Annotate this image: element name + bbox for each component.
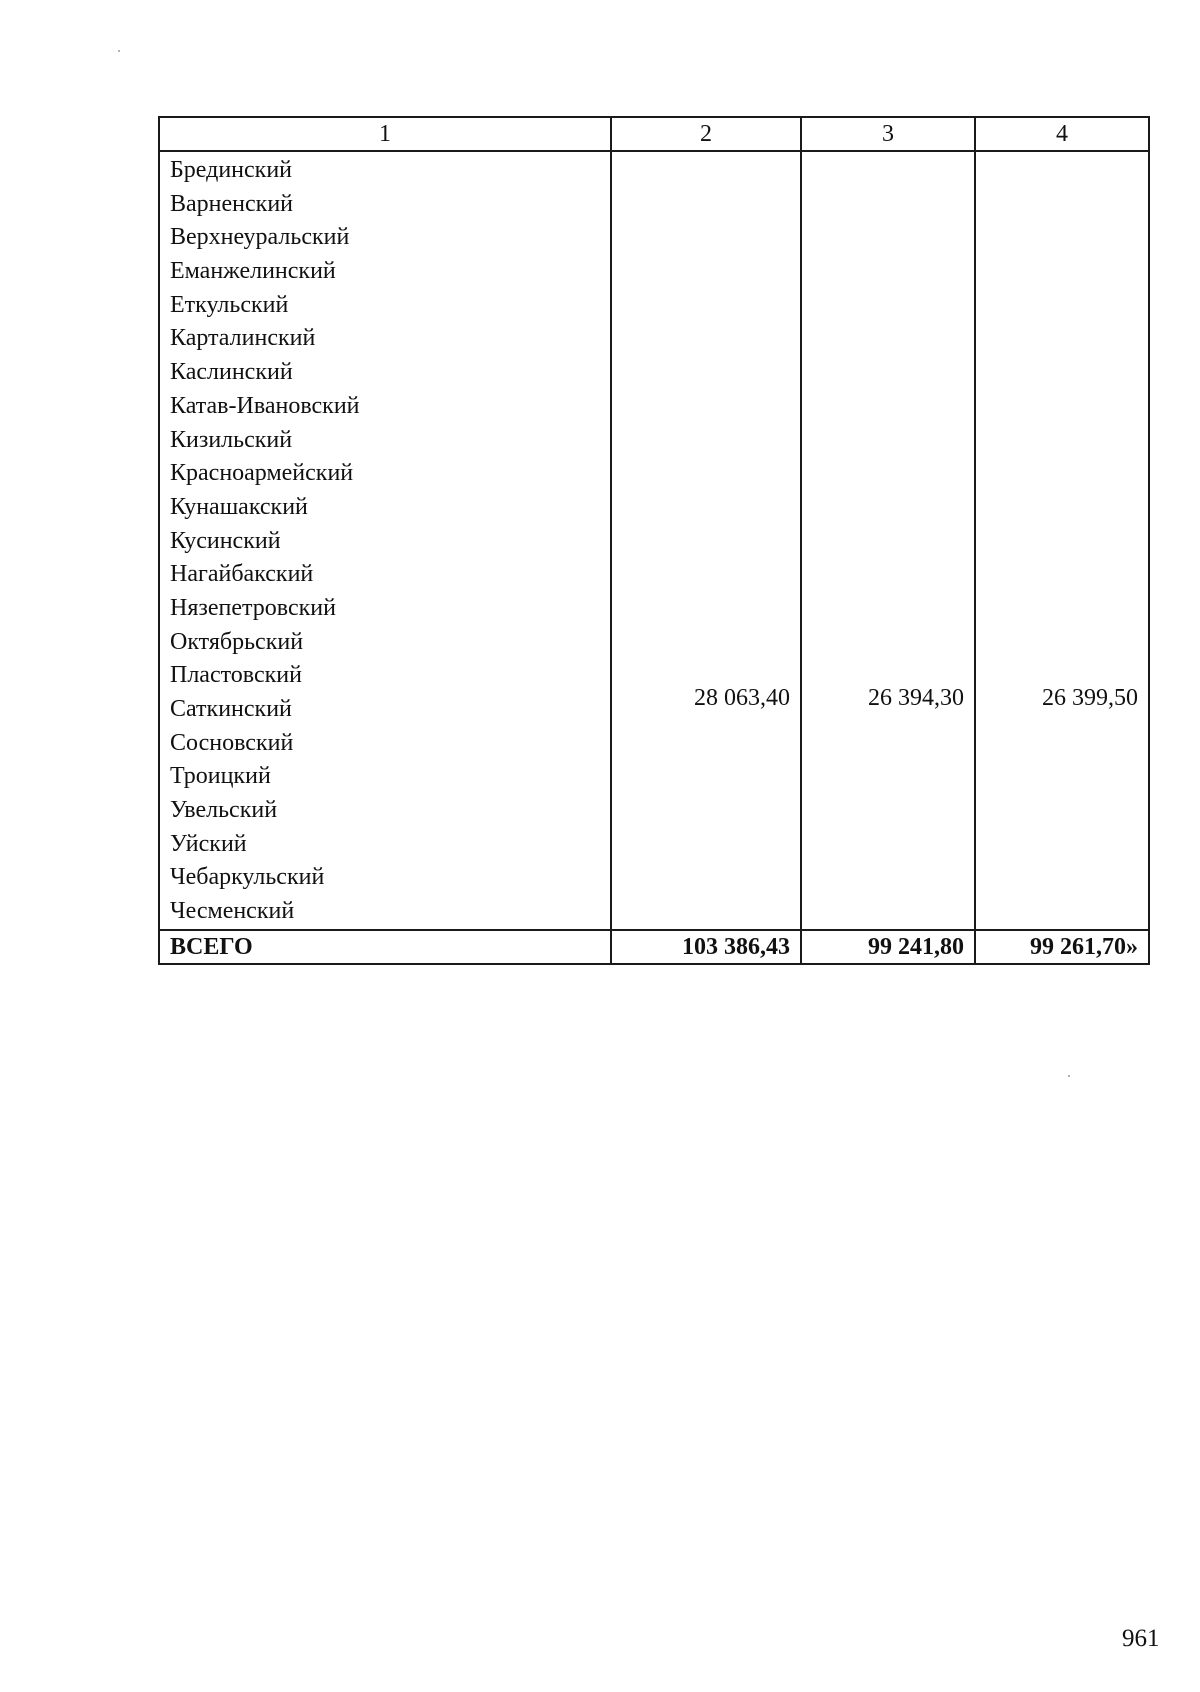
column-header-4: 4 [975,117,1149,151]
group-value: 26 394,30 [868,685,964,711]
total-value-3: 99 241,80 [801,930,975,964]
total-row [159,930,1149,964]
budget-table [158,116,1150,965]
region-name: Еманжелинский [170,258,336,285]
group-value-cell-4 [975,151,1149,930]
region-name: Чебаркульский [170,864,325,891]
total-value-2: 103 386,43 [611,930,801,964]
page-number: 961 [1122,1625,1160,1652]
region-name: Саткинский [170,696,292,722]
column-header-1: 1 [159,117,611,151]
region-name: Пластовский [170,662,302,689]
region-name: Еткульский [170,291,289,318]
region-name: Кизильский [170,426,293,453]
column-header-2: 2 [611,117,801,151]
region-name: Чесменский [170,898,295,925]
region-name: Катав-Ивановский [170,392,360,419]
region-name: Брединский [170,157,293,183]
region-name: Верхнеуральский [170,224,350,251]
group-value: 26 399,50 [1042,685,1138,711]
region-name: Нагайбакский [170,561,314,588]
region-name: Красноармейский [170,460,354,487]
region-name: Октябрьский [170,628,304,655]
total-value-4: 99 261,70» [975,930,1149,964]
region-name: Кунашакский [170,493,308,520]
scan-speck [1068,1075,1070,1077]
region-list-cell [159,151,611,930]
region-name: Троицкий [170,763,271,790]
region-group-row [159,151,1149,930]
scan-speck [118,50,120,52]
region-name: Карталинский [170,325,316,352]
group-value-cell-3 [801,151,975,930]
region-name: Каслинский [170,359,293,386]
group-value: 28 063,40 [694,685,790,711]
region-name: Увельский [170,797,278,824]
region-name: Варненский [170,190,293,217]
region-name: Нязепетровский [170,594,336,621]
region-name: Уйский [170,830,247,857]
total-label: ВСЕГО [159,930,611,964]
group-value-cell-2 [611,151,801,930]
header-row [159,117,1149,151]
region-name: Сосновский [170,729,294,756]
region-name: Кусинский [170,527,281,554]
column-header-3: 3 [801,117,975,151]
